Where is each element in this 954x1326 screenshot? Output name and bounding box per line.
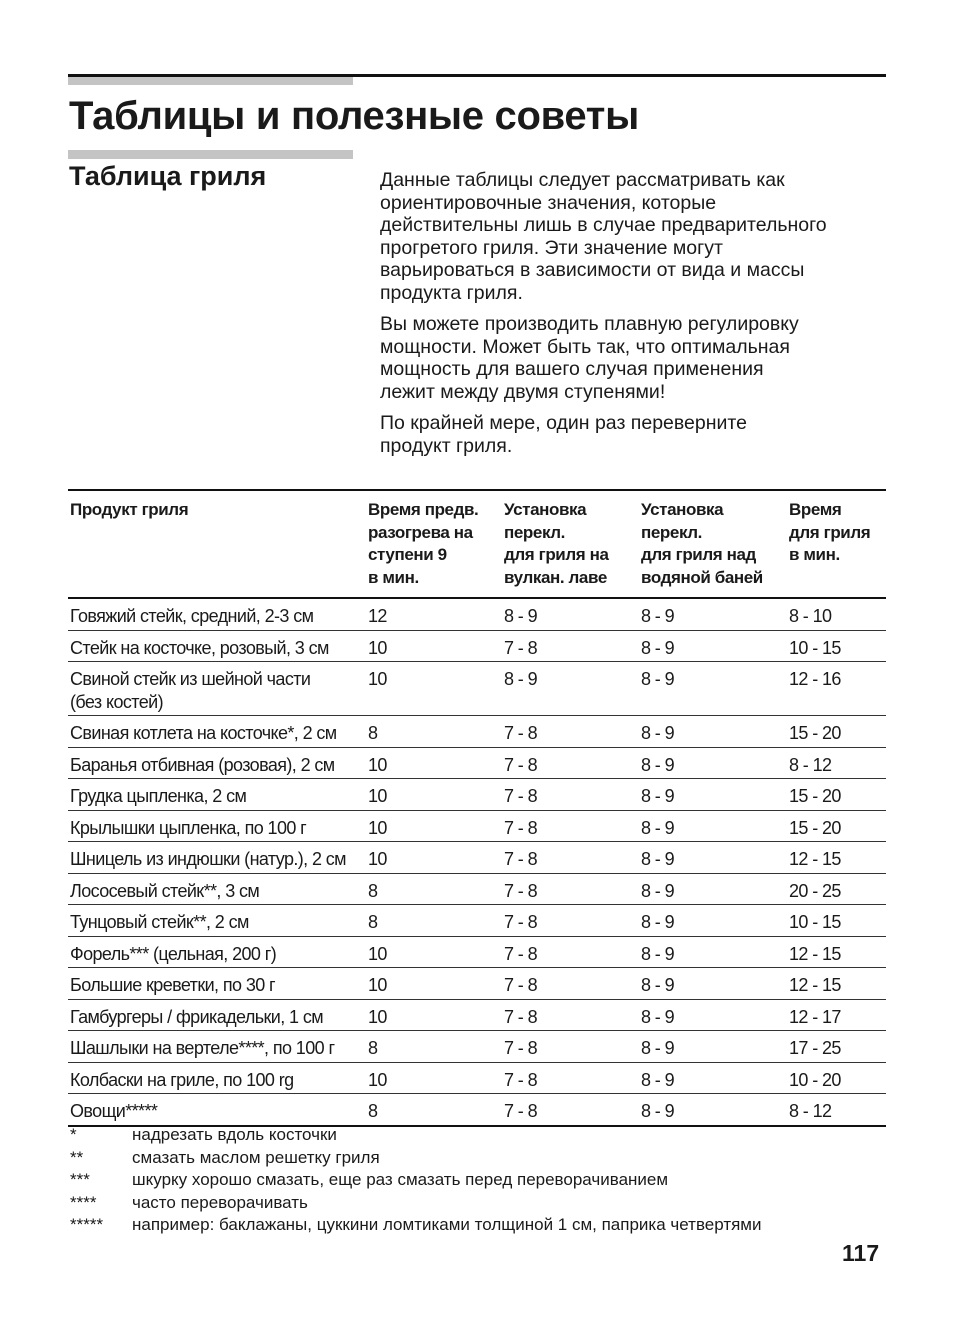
cell-lava-setting: 8 - 9 <box>502 662 639 716</box>
table-row <box>68 999 886 1031</box>
intro-paragraph-3: По крайней мере, один раз переверните продукт гриля. <box>380 412 747 457</box>
cell-product: Лососевый стейк**, 3 см <box>68 873 366 905</box>
cell-product: Овощи***** <box>68 1094 366 1126</box>
cell-preheat-time: 8 <box>366 1094 502 1126</box>
table-row <box>68 810 886 842</box>
cell-preheat-time: 10 <box>366 968 502 1000</box>
cell-product: Стейк на косточке, розовый, 3 см <box>68 630 366 662</box>
cell-lava-setting: 7 - 8 <box>502 630 639 662</box>
cell-water-setting: 8 - 9 <box>639 747 787 779</box>
cell-lava-setting: 7 - 8 <box>502 1062 639 1094</box>
table-row <box>68 747 886 779</box>
header-product: Продукт гриля <box>70 500 189 519</box>
cell-water-setting: 8 - 9 <box>639 1031 787 1063</box>
table-row <box>68 905 886 937</box>
cell-lava-setting: 7 - 8 <box>502 968 639 1000</box>
cell-product: Шницель из индюшки (натур.), 2 см <box>68 842 366 874</box>
cell-preheat-time: 10 <box>366 1062 502 1094</box>
footnote <box>70 1169 890 1192</box>
cell-product: Крылышки цыпленка, по 100 г <box>68 810 366 842</box>
cell-water-setting: 8 - 9 <box>639 968 787 1000</box>
header-lava-setting: Установка перекл. для гриля на вулкан. лаве <box>504 500 609 587</box>
cell-lava-setting: 7 - 8 <box>502 999 639 1031</box>
table-row <box>68 598 886 630</box>
section-gray-rule <box>68 150 353 159</box>
cell-lava-setting: 7 - 8 <box>502 810 639 842</box>
footnote-mark: **** <box>70 1192 97 1212</box>
cell-product: Тунцовый стейк**, 2 см <box>68 905 366 937</box>
cell-product: Гамбургеры / фрикадельки, 1 см <box>68 999 366 1031</box>
cell-product: Колбаски на гриле, по 100 rg <box>68 1062 366 1094</box>
cell-lava-setting: 7 - 8 <box>502 747 639 779</box>
cell-grill-time: 8 - 12 <box>787 747 886 779</box>
cell-preheat-time: 8 <box>366 873 502 905</box>
footnote-text: шкурку хорошо смазать, еще раз смазать перед переворачиванием <box>132 1170 669 1190</box>
cell-grill-time: 12 - 15 <box>787 936 886 968</box>
cell-preheat-time: 10 <box>366 630 502 662</box>
cell-water-setting: 8 - 9 <box>639 905 787 937</box>
page-number: 117 <box>842 1240 880 1266</box>
cell-grill-time: 10 - 15 <box>787 905 886 937</box>
cell-water-setting: 8 - 9 <box>639 630 787 662</box>
cell-product: Большие креветки, по 30 г <box>68 968 366 1000</box>
cell-preheat-time: 10 <box>366 936 502 968</box>
cell-water-setting: 8 - 9 <box>639 662 787 716</box>
table-row <box>68 630 886 662</box>
page-title: Таблицы и полезные советы <box>69 94 639 138</box>
cell-lava-setting: 7 - 8 <box>502 842 639 874</box>
table-row <box>68 662 886 716</box>
cell-preheat-time: 8 <box>366 905 502 937</box>
cell-product: Свиная котлета на косточке*, 2 см <box>68 716 366 748</box>
footnotes <box>70 1124 890 1237</box>
cell-product: Говяжий стейк, средний, 2-3 см <box>68 598 366 630</box>
table-row <box>68 968 886 1000</box>
cell-lava-setting: 7 - 8 <box>502 779 639 811</box>
top-gray-rule <box>68 76 353 85</box>
cell-grill-time: 8 - 12 <box>787 1094 886 1126</box>
footnote-mark: *** <box>70 1170 90 1190</box>
section-title: Таблица гриля <box>69 161 267 191</box>
table-header-row <box>68 490 886 598</box>
footnote <box>70 1192 890 1215</box>
cell-preheat-time: 10 <box>366 810 502 842</box>
cell-lava-setting: 7 - 8 <box>502 1094 639 1126</box>
footnote-text: например: баклажаны, цуккини ломтиками толщиной 1 см, паприка четвертями <box>132 1215 762 1235</box>
cell-preheat-time: 10 <box>366 779 502 811</box>
cell-grill-time: 12 - 17 <box>787 999 886 1031</box>
cell-water-setting: 8 - 9 <box>639 1062 787 1094</box>
header-preheat-time: Время предв. разогрева на ступени 9 в мин. <box>368 500 479 587</box>
footnote <box>70 1214 890 1237</box>
header-water-setting: Установка перекл. для гриля над водяной баней <box>641 500 763 587</box>
table-row <box>68 1094 886 1126</box>
cell-preheat-time: 8 <box>366 716 502 748</box>
cell-preheat-time: 8 <box>366 1031 502 1063</box>
footnote <box>70 1124 890 1147</box>
footnote-mark: * <box>70 1125 77 1144</box>
header-grill-time: Время для гриля в мин. <box>789 500 871 564</box>
table-row <box>68 1062 886 1094</box>
cell-water-setting: 8 - 9 <box>639 716 787 748</box>
table-row <box>68 779 886 811</box>
cell-product: Свиной стейк из шейной части (без костей) <box>68 662 366 716</box>
cell-water-setting: 8 - 9 <box>639 1094 787 1126</box>
cell-water-setting: 8 - 9 <box>639 810 787 842</box>
cell-lava-setting: 7 - 8 <box>502 905 639 937</box>
footnote-text: часто переворачивать <box>132 1192 308 1212</box>
cell-preheat-time: 10 <box>366 747 502 779</box>
cell-water-setting: 8 - 9 <box>639 779 787 811</box>
cell-lava-setting: 7 - 8 <box>502 936 639 968</box>
intro-text <box>380 169 890 466</box>
cell-lava-setting: 7 - 8 <box>502 1031 639 1063</box>
cell-grill-time: 12 - 15 <box>787 842 886 874</box>
table-row <box>68 873 886 905</box>
intro-paragraph-1: Данные таблицы следует рассматривать как ориентировочные значения, которые действительны лишь в случае предварительного прогретого гриля. Эти значение могут варьироваться в зависимости от вида и массы продукта гриля. <box>380 169 827 304</box>
cell-grill-time: 15 - 20 <box>787 716 886 748</box>
cell-water-setting: 8 - 9 <box>639 873 787 905</box>
cell-grill-time: 12 - 16 <box>787 662 886 716</box>
cell-lava-setting: 7 - 8 <box>502 873 639 905</box>
footnote <box>70 1147 890 1170</box>
footnote-text: надрезать вдоль косточки <box>132 1125 337 1144</box>
intro-paragraph-2: Вы можете производить плавную регулировку мощности. Может быть так, что оптимальная мощность для вашего случая применения лежит между двумя ступенями! <box>380 313 799 403</box>
cell-product: Форель*** (цельная, 200 г) <box>68 936 366 968</box>
table-row <box>68 1031 886 1063</box>
cell-grill-time: 10 - 20 <box>787 1062 886 1094</box>
top-black-rule <box>68 74 886 77</box>
cell-preheat-time: 10 <box>366 999 502 1031</box>
cell-water-setting: 8 - 9 <box>639 936 787 968</box>
cell-product: Баранья отбивная (розовая), 2 см <box>68 747 366 779</box>
footnote-mark: ** <box>70 1147 84 1167</box>
cell-grill-time: 12 - 15 <box>787 968 886 1000</box>
cell-water-setting: 8 - 9 <box>639 842 787 874</box>
cell-grill-time: 10 - 15 <box>787 630 886 662</box>
cell-preheat-time: 10 <box>366 662 502 716</box>
cell-preheat-time: 10 <box>366 842 502 874</box>
table-body <box>68 598 886 1126</box>
table-row <box>68 936 886 968</box>
cell-grill-time: 17 - 25 <box>787 1031 886 1063</box>
cell-preheat-time: 12 <box>366 598 502 630</box>
footnote-text: смазать маслом решетку гриля <box>132 1147 380 1167</box>
cell-lava-setting: 8 - 9 <box>502 598 639 630</box>
table-row <box>68 842 886 874</box>
table-row <box>68 716 886 748</box>
cell-water-setting: 8 - 9 <box>639 598 787 630</box>
cell-water-setting: 8 - 9 <box>639 999 787 1031</box>
cell-grill-time: 15 - 20 <box>787 779 886 811</box>
grill-table <box>68 489 886 1127</box>
cell-grill-time: 20 - 25 <box>787 873 886 905</box>
cell-lava-setting: 7 - 8 <box>502 716 639 748</box>
footnote-mark: ***** <box>70 1215 104 1235</box>
cell-product: Грудка цыпленка, 2 см <box>68 779 366 811</box>
cell-grill-time: 15 - 20 <box>787 810 886 842</box>
cell-grill-time: 8 - 10 <box>787 598 886 630</box>
cell-product: Шашлыки на вертеле****, по 100 г <box>68 1031 366 1063</box>
